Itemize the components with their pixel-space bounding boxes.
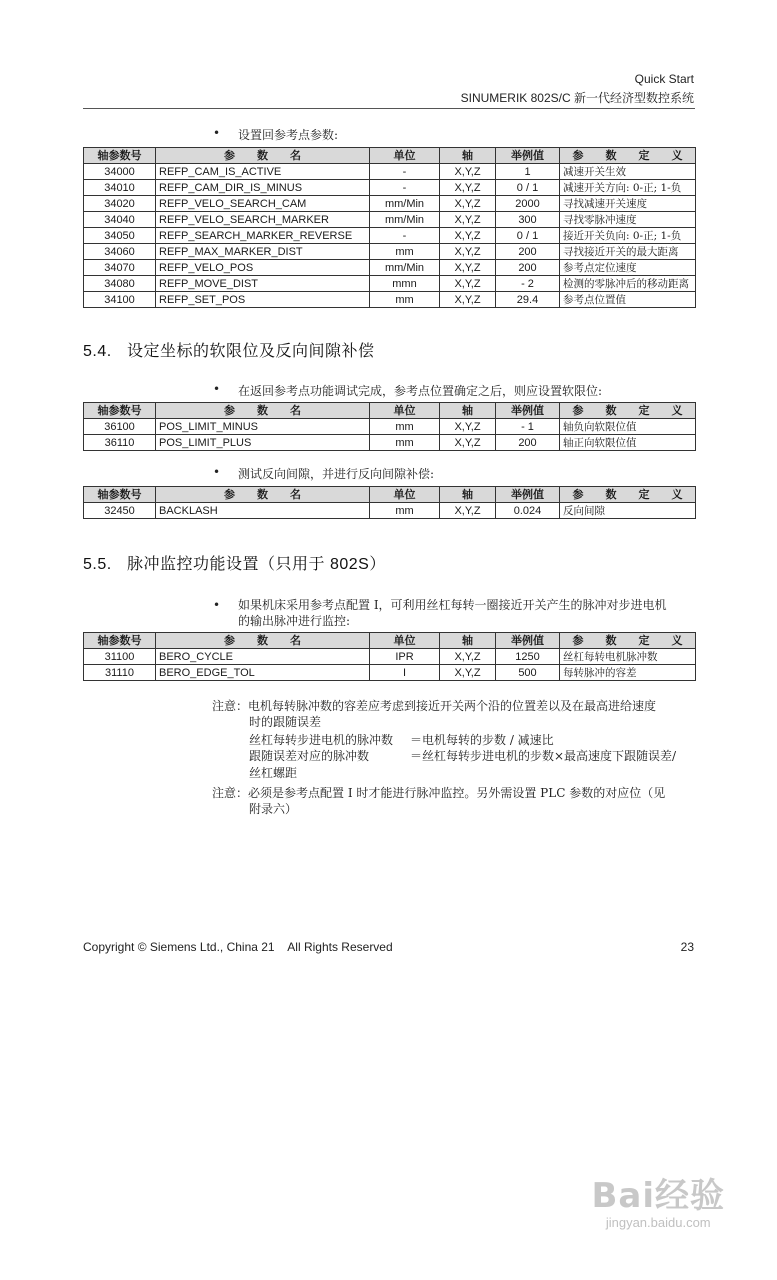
cell-example-value: 1 <box>496 164 560 180</box>
bullet-text: 在返回参考点功能调试完成，参考点位置确定之后，则应设置软限位: <box>238 384 603 398</box>
table-row <box>84 180 696 196</box>
table-row <box>84 435 696 451</box>
cell-param-number: 31110 <box>84 665 156 681</box>
column-header-definition: 参 数 定 义 <box>560 403 696 419</box>
cell-unit: mmn <box>370 276 440 292</box>
cell-param-number: 32450 <box>84 503 156 519</box>
cell-param-name: BERO_CYCLE <box>156 649 370 665</box>
footer-copyright: Copyright © Siemens Ltd., China 21 All Rights Reserved <box>83 940 393 954</box>
bullet-dot: • <box>213 126 221 140</box>
formula1-right: ＝电机每转的步数 / 减速比 <box>410 733 554 747</box>
bullet-backlash <box>213 465 435 482</box>
cell-axis: X,Y,Z <box>440 665 496 681</box>
cell-definition: 减速开关方向: 0-正; 1-负 <box>560 180 696 196</box>
table-row <box>84 649 696 665</box>
bullet-text-line1: 如果机床采用参考点配置 I，可利用丝杠每转一圈接近开关产生的脉冲对步进电机 <box>238 598 667 612</box>
cell-unit: - <box>370 180 440 196</box>
table-header-row <box>84 148 696 164</box>
cell-param-name: REFP_CAM_DIR_IS_MINUS <box>156 180 370 196</box>
bullet-dot: • <box>213 382 221 396</box>
cell-param-number: 34100 <box>84 292 156 308</box>
table-row <box>84 260 696 276</box>
cell-param-name: REFP_SET_POS <box>156 292 370 308</box>
column-header-definition: 参 数 定 义 <box>560 633 696 649</box>
table-row <box>84 196 696 212</box>
section-number: 5.5. <box>83 556 112 573</box>
column-header-axis: 轴 <box>440 148 496 164</box>
column-header-example-value: 举例值 <box>496 487 560 503</box>
column-header-unit: 单位 <box>370 487 440 503</box>
cell-unit: mm <box>370 244 440 260</box>
table-row <box>84 244 696 260</box>
formula2-cont: 丝杠螺距 <box>249 766 298 780</box>
column-header-param-name: 参 数 名 <box>156 403 370 419</box>
column-header-param-name: 参 数 名 <box>156 487 370 503</box>
column-header-example-value: 举例值 <box>496 148 560 164</box>
backlash-table <box>83 486 696 519</box>
cell-param-name: BERO_EDGE_TOL <box>156 665 370 681</box>
header-title: Quick Start <box>634 72 694 86</box>
cell-example-value: 0 / 1 <box>496 228 560 244</box>
cell-param-number: 34000 <box>84 164 156 180</box>
cell-definition: 寻找接近开关的最大距离 <box>560 244 696 260</box>
note2-line1: 注意：必须是参考点配置 I 时才能进行脉冲监控。另外需设置 PLC 参数的对应位（见 <box>212 786 666 800</box>
cell-example-value: 0 / 1 <box>496 180 560 196</box>
cell-param-number: 34020 <box>84 196 156 212</box>
section-heading-5-5 <box>83 551 386 574</box>
column-header-example-value: 举例值 <box>496 403 560 419</box>
bullet-text: 设置回参考点参数: <box>238 128 339 142</box>
table-row <box>84 228 696 244</box>
bullet-ref-params <box>213 126 339 143</box>
cell-definition: 参考点位置值 <box>560 292 696 308</box>
column-header-param-name: 参 数 名 <box>156 633 370 649</box>
column-header-definition: 参 数 定 义 <box>560 487 696 503</box>
cell-axis: X,Y,Z <box>440 180 496 196</box>
cell-definition: 轴负向软限位值 <box>560 419 696 435</box>
cell-example-value: - 2 <box>496 276 560 292</box>
formula2-left: 跟随误差对应的脉冲数 <box>249 749 370 763</box>
table-row <box>84 292 696 308</box>
footer-page-number: 23 <box>680 940 694 954</box>
cell-param-name: REFP_CAM_IS_ACTIVE <box>156 164 370 180</box>
table-row <box>84 212 696 228</box>
cell-param-number: 34050 <box>84 228 156 244</box>
cell-axis: X,Y,Z <box>440 164 496 180</box>
cell-definition: 每转脉冲的容差 <box>560 665 696 681</box>
cell-example-value: 2000 <box>496 196 560 212</box>
note2-line2: 附录六） <box>249 802 298 816</box>
cell-param-name: REFP_VELO_SEARCH_CAM <box>156 196 370 212</box>
baidu-jingyan-watermark <box>591 1168 725 1230</box>
cell-axis: X,Y,Z <box>440 260 496 276</box>
bullet-soft-limit <box>213 382 603 399</box>
cell-param-name: POS_LIMIT_PLUS <box>156 435 370 451</box>
cell-unit: mm/Min <box>370 196 440 212</box>
soft-limit-table <box>83 402 696 451</box>
column-header-param-name: 参 数 名 <box>156 148 370 164</box>
cell-definition: 接近开关负向: 0-正; 1-负 <box>560 228 696 244</box>
column-header-example-value: 举例值 <box>496 633 560 649</box>
cell-example-value: 200 <box>496 260 560 276</box>
cell-param-name: REFP_VELO_POS <box>156 260 370 276</box>
header-subtitle: SINUMERIK 802S/C 新一代经济型数控系统 <box>460 91 694 105</box>
column-header-param-number: 轴参数号 <box>84 403 156 419</box>
note1-line2: 时的跟随误差 <box>249 715 322 729</box>
section-title: 脉冲监控功能设置（只用于 802S） <box>127 556 386 573</box>
table-header-row <box>84 487 696 503</box>
cell-axis: X,Y,Z <box>440 196 496 212</box>
formula1-left: 丝杠每转步进电机的脉冲数 <box>249 733 394 747</box>
cell-axis: X,Y,Z <box>440 435 496 451</box>
cell-param-number: 36110 <box>84 435 156 451</box>
table-row <box>84 164 696 180</box>
ref-param-table <box>83 147 696 308</box>
cell-example-value: 300 <box>496 212 560 228</box>
table-row <box>84 419 696 435</box>
cell-example-value: 500 <box>496 665 560 681</box>
note1-line1: 注意：电机每转脉冲数的容差应考虑到接近开关两个沿的位置差以及在最高进给速度 <box>212 699 657 713</box>
table-row <box>84 665 696 681</box>
bullet-text-line2: 的输出脉冲进行监控: <box>238 614 351 628</box>
cell-param-number: 36100 <box>84 419 156 435</box>
cell-example-value: - 1 <box>496 419 560 435</box>
section-heading-5-4 <box>83 338 375 361</box>
cell-definition: 参考点定位速度 <box>560 260 696 276</box>
cell-unit: IPR <box>370 649 440 665</box>
table-row <box>84 503 696 519</box>
watermark-url: jingyan.baidu.com <box>605 1215 711 1230</box>
cell-param-number: 34010 <box>84 180 156 196</box>
cell-param-name: REFP_VELO_SEARCH_MARKER <box>156 212 370 228</box>
bullet-text: 测试反向间隙，并进行反向间隙补偿: <box>238 467 435 481</box>
column-header-unit: 单位 <box>370 403 440 419</box>
cell-axis: X,Y,Z <box>440 212 496 228</box>
cell-axis: X,Y,Z <box>440 292 496 308</box>
table-header-row <box>84 403 696 419</box>
formula2-right: ＝丝杠每转步进电机的步数×最高速度下跟随误差/ <box>410 749 677 763</box>
cell-param-name: BACKLASH <box>156 503 370 519</box>
cell-unit: mm <box>370 292 440 308</box>
bullet-dot: • <box>213 465 221 479</box>
cell-unit: mm <box>370 435 440 451</box>
watermark-brand: Bai经验 <box>591 1176 725 1216</box>
column-header-unit: 单位 <box>370 633 440 649</box>
cell-axis: X,Y,Z <box>440 276 496 292</box>
cell-definition: 减速开关生效 <box>560 164 696 180</box>
cell-definition: 寻找减速开关速度 <box>560 196 696 212</box>
cell-definition: 轴正向软限位值 <box>560 435 696 451</box>
column-header-definition: 参 数 定 义 <box>560 148 696 164</box>
section-number: 5.4. <box>83 343 112 360</box>
cell-unit: mm/Min <box>370 212 440 228</box>
cell-param-name: REFP_SEARCH_MARKER_REVERSE <box>156 228 370 244</box>
section-title: 设定坐标的软限位及反向间隙补偿 <box>127 343 375 360</box>
cell-axis: X,Y,Z <box>440 649 496 665</box>
cell-definition: 检测的零脉冲后的移动距离 <box>560 276 696 292</box>
bullet-pulse-monitor <box>213 597 667 629</box>
header-divider <box>83 108 695 109</box>
cell-unit: mm <box>370 419 440 435</box>
cell-axis: X,Y,Z <box>440 503 496 519</box>
cell-example-value: 1250 <box>496 649 560 665</box>
cell-param-number: 31100 <box>84 649 156 665</box>
cell-param-number: 34080 <box>84 276 156 292</box>
cell-axis: X,Y,Z <box>440 228 496 244</box>
table-row <box>84 276 696 292</box>
cell-definition: 丝杠每转电机脉冲数 <box>560 649 696 665</box>
cell-unit: mm <box>370 503 440 519</box>
cell-definition: 反向间隙 <box>560 503 696 519</box>
cell-param-number: 34040 <box>84 212 156 228</box>
cell-param-name: POS_LIMIT_MINUS <box>156 419 370 435</box>
cell-unit: I <box>370 665 440 681</box>
column-header-param-number: 轴参数号 <box>84 148 156 164</box>
cell-unit: mm/Min <box>370 260 440 276</box>
column-header-param-number: 轴参数号 <box>84 633 156 649</box>
cell-param-number: 34060 <box>84 244 156 260</box>
cell-example-value: 29.4 <box>496 292 560 308</box>
cell-example-value: 200 <box>496 435 560 451</box>
column-header-axis: 轴 <box>440 633 496 649</box>
cell-example-value: 0.024 <box>496 503 560 519</box>
cell-axis: X,Y,Z <box>440 419 496 435</box>
table-header-row <box>84 633 696 649</box>
cell-param-number: 34070 <box>84 260 156 276</box>
column-header-axis: 轴 <box>440 403 496 419</box>
cell-unit: - <box>370 164 440 180</box>
bullet-dot: • <box>213 598 221 612</box>
column-header-axis: 轴 <box>440 487 496 503</box>
pulse-monitor-table <box>83 632 696 681</box>
cell-axis: X,Y,Z <box>440 244 496 260</box>
cell-example-value: 200 <box>496 244 560 260</box>
cell-definition: 寻找零脉冲速度 <box>560 212 696 228</box>
cell-param-name: REFP_MAX_MARKER_DIST <box>156 244 370 260</box>
cell-param-name: REFP_MOVE_DIST <box>156 276 370 292</box>
column-header-unit: 单位 <box>370 148 440 164</box>
cell-unit: - <box>370 228 440 244</box>
column-header-param-number: 轴参数号 <box>84 487 156 503</box>
